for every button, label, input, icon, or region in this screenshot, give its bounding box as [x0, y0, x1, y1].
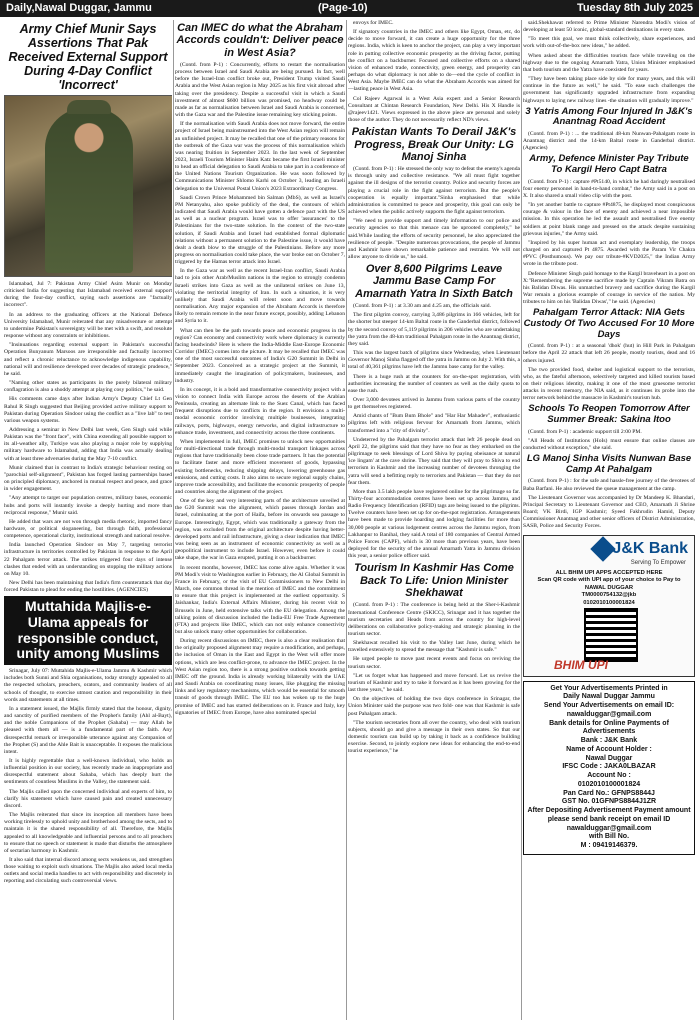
paragraph: The Majlis reiterated that since its inception all members have been working tirelessly to uphold unity and brotherhood among the sects, and to maintain it is the shared responsibility of all. Therefore, the Majlis appealed to all knowledgeable and influential persons and to all preachers to ensure that no speech or statement is made that disturbs the atmosphere of sectarian harmony in Kashmir. [4, 812, 172, 854]
ad-line: GST No. 01GFNPS8844J1ZR [561, 798, 657, 806]
paragraph: This was the largest batch of pilgrims since Wednesday, when Lieutenant Governor Manoj Sinha flagged off the yatra in Jammu on July 2. With this, a total of 40,361 pilgrims have left the Jammu base camp for the valley. [348, 350, 520, 371]
paragraph: "In yet another battle to capture #Pt4875, he displayed most conspicuous courage & valour in the face of enemy and achieved a near impossible mission. In this operation he led the assault and neutralised five enemy soldiers at point blank range and pressed on the attack despite sustaining grievous injuries," the Army said. [523, 202, 695, 237]
bhim-upi-logo: BHIM UPI [554, 657, 608, 672]
paragraph: He urged people to move past recent events and focus on reviving the tourism sector. [348, 656, 520, 670]
ad-line: 0102010100001824 [583, 599, 635, 606]
story-nunwan-camp [523, 478, 695, 530]
ad-line: Get Your Advertisements Printed in [550, 684, 668, 692]
bank-tagline: Serving To Empower [630, 559, 686, 566]
headline-lg-sinha-unity: Pakistan Wants To Derail J&K's Progress, Break Our Unity: LG Manoj Sinha [351, 126, 517, 163]
column-rule [521, 20, 522, 1020]
headline-imec: Can IMEC do what the Abraham Accords couldn't: Deliver peace in West Asia? [176, 22, 344, 59]
story-amarnath-pilgrims [348, 303, 520, 560]
paragraph: Addressing a seminar in New Delhi last week, Gen Singh said while Pakistan was the "front face", with China extending all possible support to its all-weather ally, Turkiye was also playing a major role by supplying military hardware to Islamabad, adding that India was actually dealing with at least three adversaries during the May 7-10 conflict. [4, 426, 172, 462]
paragraph: When asked about the difficulties tourists face while traveling on the highway due to the ongoing Amarnath Yatra, Union Minister emphasised that both tourism and the Yatra have coexisted for years. [523, 52, 695, 73]
paragraph: Srinagar, July 07: Muttahida Majlis-e-Ulama Jammu & Kashmir which includes both Sunni and Shia organisations, today strongly appealed to all the respected scholars, preachers, orators, and community leaders of all schools of thought, to exercise utmost caution and responsibility in their words and statements at all times. [4, 668, 172, 703]
paragraph: Shekhawat recalled his visit to the Valley last June, during which he travelled extensively to spread the message that "Kashmir is safe." [348, 640, 520, 654]
ad-line: Bank details for Online Payments of Advertisements [549, 719, 669, 736]
paragraph: (Contd. from P-1) : at a seasonal 'dhok' (hut) in Hill Park in Pahalgam before the April 22 attack that left 26 people, mostly tourists, dead and 16 others injured. [523, 343, 695, 364]
jk-bank-advertisement [523, 535, 695, 677]
headline-nia-custody: Pahalgam Terror Attack: NIA Gets Custody Of Two Accused For 10 More Days [523, 307, 695, 340]
paragraph: (Contd. from P-1) : The conference is being held at the Sher-i-Kashmir International Conference Centre (SKICC), Srinagar and it has together the tourism secretaries and Heads from across the country for high-level deliberations on collaborative policy-making and strategic planning in the tourism sector. [348, 602, 520, 637]
headline-capt-batra: Army, Defence Minister Pay Tribute To Kargil Hero Capt Batra [529, 153, 689, 176]
paragraph: Amid chants of "Bum Bum Bhole" and "Har Har Mahadev", enthusiastic pilgrims left with religious fervour for Amarnath from Jammu, which transformed into a "city of divinity". [348, 413, 520, 434]
paragraph: Over 3,000 devotees arrived in Jammu from various parts of the country to get themselves registered. [348, 396, 520, 411]
headline-amarnath-pilgrims: Over 8,600 Pilgrims Leave Jammu Base Camp For Amarnath Yatra In Sixth Batch [355, 263, 513, 300]
ad-line: Account No : [587, 772, 631, 780]
paragraph: India launched Operation Sindoor on May 7, targeting terrorist infrastructure in territories controlled by Pakistan in response to the April 22 Pahalgam terror attack. The strikes triggered four days of intense clashes that ended with an understanding on stopping the military actions on May 10. [4, 542, 172, 577]
ad-line: 0102010100001824 [577, 780, 641, 788]
paragraph: In the Gaza war as well as the recent Israel-Iran conflict, Saudi Arabia had to join other Arab/Muslim nations in the region to strongly condemn Israeli strikes into Gaza as well as the unilateral strikes on June 13, violating the territorial integrity of Iran. In such a situation, it is very unlikely that Saudi Arabia will relent soon and move towards normalisation. Any major expansion of the Abraham Accords is therefore likely to remain remote in the near future except, possibly, adding Lebanon and Syria to it. [175, 268, 345, 325]
paragraph: "Naming other states as participants in the purely bilateral military conflagration is also a shoddy attempt at playing cosy politics," he said. [4, 380, 172, 394]
paragraph: Col Rajeev Agarwal is a West Asia expert and a Senior Research Consultant at Chintan Research Foundation, New Delhi. His X Handle is @rajeev1421. Views expressed in the above piece are personal and solely those of the author. They do not necessarily reflect ND's views. [348, 95, 520, 124]
headline-tourism-kashmir: Tourism In Kashmir Has Come Back To Life: Union Minister Shekhawat [354, 562, 514, 600]
paragraph: "They have been taking place side by side for many years, and this will continue in the future as well," he said. "To ease such challenges the government has significantly upgraded infrastructure from expanding highways to laying new railway lines -the situation will gradually improve." [523, 76, 695, 104]
paragraph: (Contd. from P-1) : ... the traditional 48-km Nunwan-Pahalgam route in Anantnag district and the 14-km Baltal route in Ganderbal district. (Agencies) [523, 130, 695, 152]
ad-line: Name of Account Holder : [566, 745, 652, 753]
story-schools-reopen [523, 429, 695, 452]
ad-line: TM0000754132@jkb [581, 592, 637, 599]
paragraph: "The tourism secretaries from all over the country, who deal with tourism subjects, should go and give a message in their own states. So that our domestic tourism can build up by taking it back as a confidence building exercise. Second, to jointly explore new ideas for enhancing the end-to-end tourist experience," he [348, 719, 520, 755]
story-army-chief [4, 281, 172, 594]
paragraph: (Contd. from P-1) : academic support till 2:00 PM. [528, 428, 642, 435]
paragraph: The first pilgrim convoy, carrying 3,486 pilgrims in 166 vehicles, left for the shorter but steeper 14-km Baltal route in the Ganderbal district, followed by the second convoy of 5,119 pilgrims in 206 vehicles who are undertaking the yatra from the 48-km traditional Pahalgam route in the Anantnag district, they said. [348, 312, 520, 347]
paragraph: When implemented in full, IMEC promises to unlock new opportunities for multi-directional trade through multi-modal transport linkages across regions that have traditionally been close trade partners. It has the potential to facilitate faster and more efficient movement of goods, bypassing existing bottlenecks, reducing shipping delays, lowering greenhouse gas emissions, and cutting costs. It also aims to secure regional supply chains, improve trade accessibility, and facilitate the economic prosperity of people and countries along the alignment of the project. [175, 438, 345, 495]
paragraph: More than 3.5 lakh people have registered online for the pilgrimage so far. Thirty-four accommodation centres have been set up across Jammu, and Radio Frequency Identification (RFID) tags are being issued to the pilgrims. Twelve counters have been set up for on-the-spot registration. Arrangements have been made to provide hoarding and lodging facilities for more than 30,000 people at various lodgement centres across the Jammu region, from Lakhanpur to Banihal, they said.A total of 180 companies of Central Armed Police Forces (CAPF), which is 30 more than previous years, have been deployed for the security of the annual Amarnath Yatra in Jammu division this year, a senior police officer said. [348, 488, 520, 560]
paragraph: Undeterred by the Pahalgam terrorist attack that left 26 people dead on April 22, the pilgrims said that they have no fear as they embarked on the pilgrimage to seek blessings of Lord Shiva by paying obeisance at natural 'ice lingam' at the cave shrine. They said that they will pray to Shiva to end terrorism in Kashmir and the increasing number of devotees thronging the yatra will send a befitting reply to terrorists and Pakistan — that they do not fear them. [348, 436, 520, 486]
ad-line: IFSC Code : JAKA0LBAZAR [562, 763, 656, 771]
paragraph: One of the key and very interesting parts of the architecture unveiled at the G20 Summit was the alignment, which passes through Jordan and Israel, culminating at the port of Haifa, before its onwards sea passage to Europe. Interestingly, Egypt, which was traditionally a gateway from the region, was excluded from the original architecture despite having better-developed ports and rail infrastructure, giving a clear indication that IMEC was being seen as an instrument of economic connectivity as well as a geopolitical instrument to include Israel. However, even before it could take shape, the war in Gaza erupted, putting it on a backburner. [175, 498, 345, 562]
story-lg-sinha-unity [348, 166, 520, 261]
paragraph: "Any attempt to target our population centres, military bases, economic hubs and ports will instantly invoke a deeply hurting and more than reciprocal response," Munir said. [4, 495, 172, 516]
column-3 [348, 20, 520, 1020]
story-tourism-continued [523, 20, 695, 105]
paragraph: The two provided food, shelter and logistical support to the terrorists, who, as the fateful afternoon, selectively targeted and killed tourists based on their religious identity, making it one of the most gruesome terrorist attacks in recent memory, the NIA said, as it continues its probe into the terror network behind the massacre in Kashmir's tourism hub. [523, 366, 695, 402]
column-2 [175, 20, 345, 1020]
paragraph: During recent discussions on IMEC, there is also a clear realisation that the originally proposed alignment may require a modification, and perhaps, the inclusion of Oman in the East and Egypt in the West will offer more options, which are less conflict-prone, to advance the IMEC project. In the West Asian region too, there is a strong positive outlook towards getting IMEC off the ground. India is already working bilaterally with the UAE and Saudi Arabia on coordinating many issues, like plugging the missing links and key regulatory mechanisms, which would be essential for smooth transit of goods through IMEC. The EU too has woken up to the huge promise of IMEC and has started deliberations on it. France and Italy, key signatories of IMEC from Europe, have also nominated special [175, 638, 345, 716]
paragraph: New Delhi has been maintaining that India's firm counterattack that day forced Pakistan to plead for ending the hostilities. (AGENCIES) [4, 580, 172, 594]
paragraph: Islamabad, Jul 7: Pakistan Army Chief Asim Munir on Monday criticised India for suggesting that Islamabad received external support during the four-day conflict, saying such assertions are "factually incorrect". [4, 281, 172, 309]
paragraph: Defence Minister Singh paid homage to the Kargil braveheart in a post on X:"Remembering the supreme sacrifice made by Captain Vikram Batra on his Balidan Diwas. His unmatched bravery and sacrifice during the Kargil War remain a glorious example of courage in service of the nation. My tributes to him on his 'Balidan Diwas'," he said. (Agencies) [523, 270, 695, 306]
headline-army-chief-munir: Army Chief Munir Says Assertions That Pak Received External Support During 4-Day Conflict 'Incorrect' [8, 22, 168, 92]
paragraph: It is highly regrettable that a well-known individual, who holds an influential position in our society, has recently made an inappropriate and disrespectful statement about Sahaba, which has deeply hurt the sentiments of countless Muslims in the Valley, the statement said. [4, 757, 172, 786]
masthead-left: Daily,Nawal Duggar, Jammu [6, 2, 152, 14]
column-4 [523, 20, 695, 1020]
headline-muttahida-majlis: Muttahida Majlis-e-Ulama appeals for responsible conduct, unity among Muslims [4, 596, 172, 665]
paragraph: "Let us forget what has happened and move forward. Let us revive the tourism of Kashmir and try to take it forward as it has been growing for the last three years," he said. [348, 672, 520, 694]
cap-shape [67, 100, 111, 114]
headline-nunwan-camp: LG Manoj Sinha Visits Nunwan Base Camp At Pahalgam [526, 453, 692, 475]
ad-line: Nawal Duggar [585, 754, 633, 762]
column-rule [173, 20, 174, 1020]
headline-schools-reopen: Schools To Reopen Tomorrow After Summer Break: Sakina Itoo [528, 403, 690, 426]
paragraph: Munir claimed that in contrast to India's strategic behaviour resting on "parochial self-alignment", Pakistan has forged lasting partnerships based on principled diplomacy, anchored in mutual respect and peace, and grace in wider engagement. [4, 464, 172, 493]
paragraph: On the objectives of holding the two days conference in Srinagar, the Union Minister said the purpose was two fold- one was that Kashmir is safe post Pahalgam attack. [348, 696, 520, 717]
person-figure [45, 108, 133, 273]
paragraph: "Insinuations regarding external support in Pakistan's successful Operation Bunyanum Marsoos are irresponsible and factually incorrect and reflect a chronic reluctance to acknowledge indigenous capability, national will and resilience developed over decades of strategic prudence," he said. [4, 342, 172, 377]
paragraph: "We need to provide support and timely information to our police and security agencies so that this menace can be uprooted completely," he said.While lauding the efforts of security personnel, he also appreciated the resilience of people. "Despite numerous provocations, the people of Jammu and Kashmir have shown remarkable patience and restraint. We will not allow anyone to divide us," he said. [348, 218, 520, 260]
paragraph: In a statement issued, the Majlis firmly stated that the honour, dignity, and sanctity of purified members of the Prophet's family (Ahl al-Bayt), and the noble Companions of the Prophet (Sahaba) — may Allah be pleased with them all — is a fundamental part of the faith. Any disrespectful remark or irresponsible utterance against any Companion of the Prophet (S) and the Ahle Bait is unacceptable. It exposes the malicious intent. [4, 705, 172, 755]
story-capt-batra [523, 179, 695, 307]
paragraph: There is a huge rush at the counters for on-the-spot registration, with authorities increasing the number of counters as well as the daily quota to ease the rush. [348, 373, 520, 394]
paragraph: In recent months, however, IMEC has come alive again. Whether it was PM Modi's visit to Washington earlier in February, the Al Global Summit in France in February, or the visit of EU Commissioners to New Delhi in March, one common thread in the mention of IMEC and the commitment to ensure that this project is implemented at the earliest opportunity. S Jaishankar, India's External Affairs Minister, during his recent visit to Brussels in June, held extensive talks with the EU delegation. Among the talking points of discussion included the India-EU Free Trade Agreement (FTA) and projects like IMEC, which can not only enhance connectivity but also unlock many other opportunities for collaboration. [175, 564, 345, 635]
bank-brand: J&K Bank [612, 539, 688, 557]
paragraph: In its concept, it is a bold and transformative connectivity project with a vision to connect India with Europe across the deserts of the Arabian Peninsula, creating an alternate link to the Suez Canal, which has faced frequent disruptions due to conflicts in the region. It envisions a multi-modal economic corridor involving multiple businesses, integrating railways, ports, highways, energy networks, and digital infrastructure to enhance trade, investment, and connectivity across the three continents. [175, 386, 345, 436]
paragraph: It also said that internal discord among sects weakens us, and strengthen those waiting to exploit such situations. The Majlis also asked local media outlets and social media handles to act with responsibility and discretely in reporting and circulating such controversial views. [4, 857, 172, 885]
paragraph: If the normalisation with Saudi Arabia does not move forward, the entire project of Israel being mainstreamed into the West Asian region will remain an unfinished project. It may be recalled that one of the primary reasons for the outbreak of the Gaza war was the process of this normalisation which was nearing fruition in September 2023. In the last week of September 2023, Israeli Tourism Minister Haim Katz became the first Israeli minister to head an official delegation to Saudi Arabia to take part in a conference of the United Nations Tourism Organization. He was soon followed by Communications Minister Shlomo Karhi on October 3, leading an Israeli delegation to the Universal Postal Union's 2023 Extraordinary Congress. [175, 121, 345, 192]
paragraph: envoys for IMEC. [353, 20, 394, 26]
ad-line: M : 09419146379. [580, 842, 638, 850]
paragraph: "All Heads of Institutions (HoIs) must ensure that online classes are conducted without exception," she said. [523, 437, 695, 452]
column-1 [4, 20, 172, 1020]
story-nia-custody [523, 343, 695, 402]
paragraph: The Majlis called upon the concerned individual and experts of him, to clarify his statement which have caused pain and created unnecessary discord. [4, 788, 172, 809]
ad-line: nawalduggar@gmail.com [566, 710, 652, 718]
ad-line: Send Your Advertisements on email ID: [543, 702, 675, 710]
paragraph: (Contd. from P-1) : at 3.30 am and 4.25 am, the officials said. [353, 303, 492, 310]
masthead-date: Tuesday 8th July 2025 [577, 2, 693, 14]
paragraph: "Inspired by his super human act and exemplary leadership, the troops charged on and captured Pt 4875. Awarded with the Param Vir Chakra #PVC (Posthumous). We pay our tribute-#KVD2025," the Indian Army wrote in the tribute post. [523, 239, 695, 268]
story-imec [175, 62, 345, 717]
army-chief-photo [4, 95, 172, 277]
column-rule [346, 20, 347, 1020]
paragraph: He added that wars are not won through media rhetoric, imported fancy hardware, or political sloganeering, but through faith, professional competence, operational clarity, institutional strength and national resolve. [4, 518, 172, 540]
ad-line: nawalduggar@gmail.com [566, 824, 652, 832]
advertisement-info-box [523, 681, 695, 855]
ad-line: Scan QR code with UPI app of your choice to Pay to [537, 577, 681, 584]
paragraph: In an address to the graduating officers at the National Defence University Islamabad, Munir reiterated that any misadventure or attempt to undermine Pakistan's sovereignty will be met with a swift, and resolute response without any constraints or inhibitions. [4, 311, 172, 340]
page-number: (Page-10) [318, 2, 368, 14]
story-tourism-kashmir [348, 602, 520, 755]
paragraph: Saudi Crown Prince Mohammed bin Salman (MbS), as well as Israel's PM Netanyahu, also spoke publicly of the deal, the contours of which indicated that Saudi Arabia would have gotten a defence pact with the US as well as a nuclear program. Israel was to offer 'assurances' to the Palestinians for the two-state solution. In the context of the two-state solution, if Saudi Arabia and Israel had established formal diplomatic relations without a permanent solution to the Palestine issue, it would have dealt a death blow to the struggle of the Palestinians. Before any more progress on normalisation could take place, the war broke out on October 7, triggered by the Hamas terror attack into Israel. [175, 194, 345, 266]
story-imec-continued [348, 20, 520, 124]
paragraph: His comments came days after Indian Army's Deputy Chief Lt Gen Rahul R Singh suggested that Beijing provided active military support to Pakistan during Operation Sindoor using the conflict as a "live lab" to test various weapon systems. [4, 396, 172, 424]
paragraph: If signatory countries in the IMEC and others like Egypt, Oman, etc, do decide to move forward, it can create a huge opportunity for the three regions. India, which is keen to anchor the project, can play a very important role in putting collective economic prosperity as the driving factor, putting the conflict on a backburner. Focused and collective efforts on a shared vision of enhanced trade, connectivity, green energy, and prosperity can perhaps do what diplomacy is not able to do—end the cycle of conflict in West Asia. Maybe IMEC can do what the Abraham Accords was aimed for—lasting peace in West Asia. [348, 29, 520, 93]
headline-anantnag-accident: 3 Yatris Among Four Injured In J&K's Anantnag Road Accident [525, 105, 693, 128]
story-muttahida-majlis [4, 668, 172, 886]
ad-line: After Depositing Advertisement Payment amount please send bank receipt on email ID [527, 807, 691, 823]
paragraph: said.Shekhawat referred to Prime Minister Narendra Modi's vision of developing at least 50 iconic, global-standard destinations in every state. [523, 20, 695, 34]
paragraph: What can then be the path towards peace and economic progress in the region? Can economy and connectivity work where diplomacy is currently facing headwinds? Here is where the India-Middle East-Europe Economic Corridor (IMEC) comes into the picture. It may be recalled that IMEC was one of the most successful outcomes of India's G20 Summit in Delhi in September 2023. Conceived as a strategic project at the Summit, it immediately caught the imagination of policymakers, businesses, and industry. [175, 327, 345, 384]
story-anantnag-accident [523, 131, 695, 152]
paragraph: "To meet this goal, we must think collectively, share experiences, and work with out-of-the-box new ideas," he added. [523, 36, 695, 50]
paragraph: (Contd. from P-1) : for the safe and hassle-free journey of the devotees of Baba Barfani. He also reviewed the queue management at the camp. [523, 478, 695, 492]
qr-code-icon [584, 608, 638, 662]
ad-line: with Bill No. [588, 833, 630, 841]
ad-line: Bank : J&K Bank [580, 737, 638, 745]
ad-line: Pan Card No.: GFNPS8844J [563, 789, 655, 797]
ad-line: ALL BHIM UPI APPS ACCEPTED HERE [555, 569, 663, 576]
ad-line: NAWAL DUGGAR [584, 584, 634, 591]
paragraph: (Contd. from P-1) : He stressed the only way to defeat the enemy's agenda is through unity and collective resistance. "We all must fight together against the ill designs of the terrorist country. Police and security forces are playing a crucial role in the fight against terrorism. But the people's cooperation is equally important."Sinha emphasised that while administration is committed to peace and prosperity, this goal can only be achieved when the public actively supports the fight against terrorism. [348, 166, 520, 216]
paragraph: The Lieutenant Governor was accompanied by Dr Mandeep K. Bhandari, Principal Secretary to Lieutenant Governor and CEO, Amarnath Ji Shrine Board; VK Birdi, IGP Kashmir; Syeed Fakhrudin Hamid, Deputy Commissioner Anantnag and other senior officers of District Administration, SASB, Police and Security Forces. [523, 494, 695, 530]
ad-line: Daily Nawal Duggar Jammu [563, 693, 655, 701]
masthead [0, 0, 699, 17]
paragraph: (Contd. from P-1) : Concurrently, efforts to restart the normalisation process between Israel and Saudi Arabia are being pursued. In fact, well before the Israel-Iran conflict broke out, President Trump visited Saudi Arabia and the West Asian region in May 2025 as his first visit abroad after taking over the presidency. Despite a successful visit in which a Saudi investment of almost $600 billion was promised, no headway could be made as far as normalisation between Israel and Saudi Arabia is concerned, with the Gaza war and the Palestine issue remaining key sticking points. [175, 61, 345, 119]
paragraph: (Contd. from P-1) : capture #Pt5140, in which he had daringly neutralised four enemy personnel in hand-to-hand combat," the Army said in a post on X. It also shared a small video clip with the post. [523, 178, 695, 199]
